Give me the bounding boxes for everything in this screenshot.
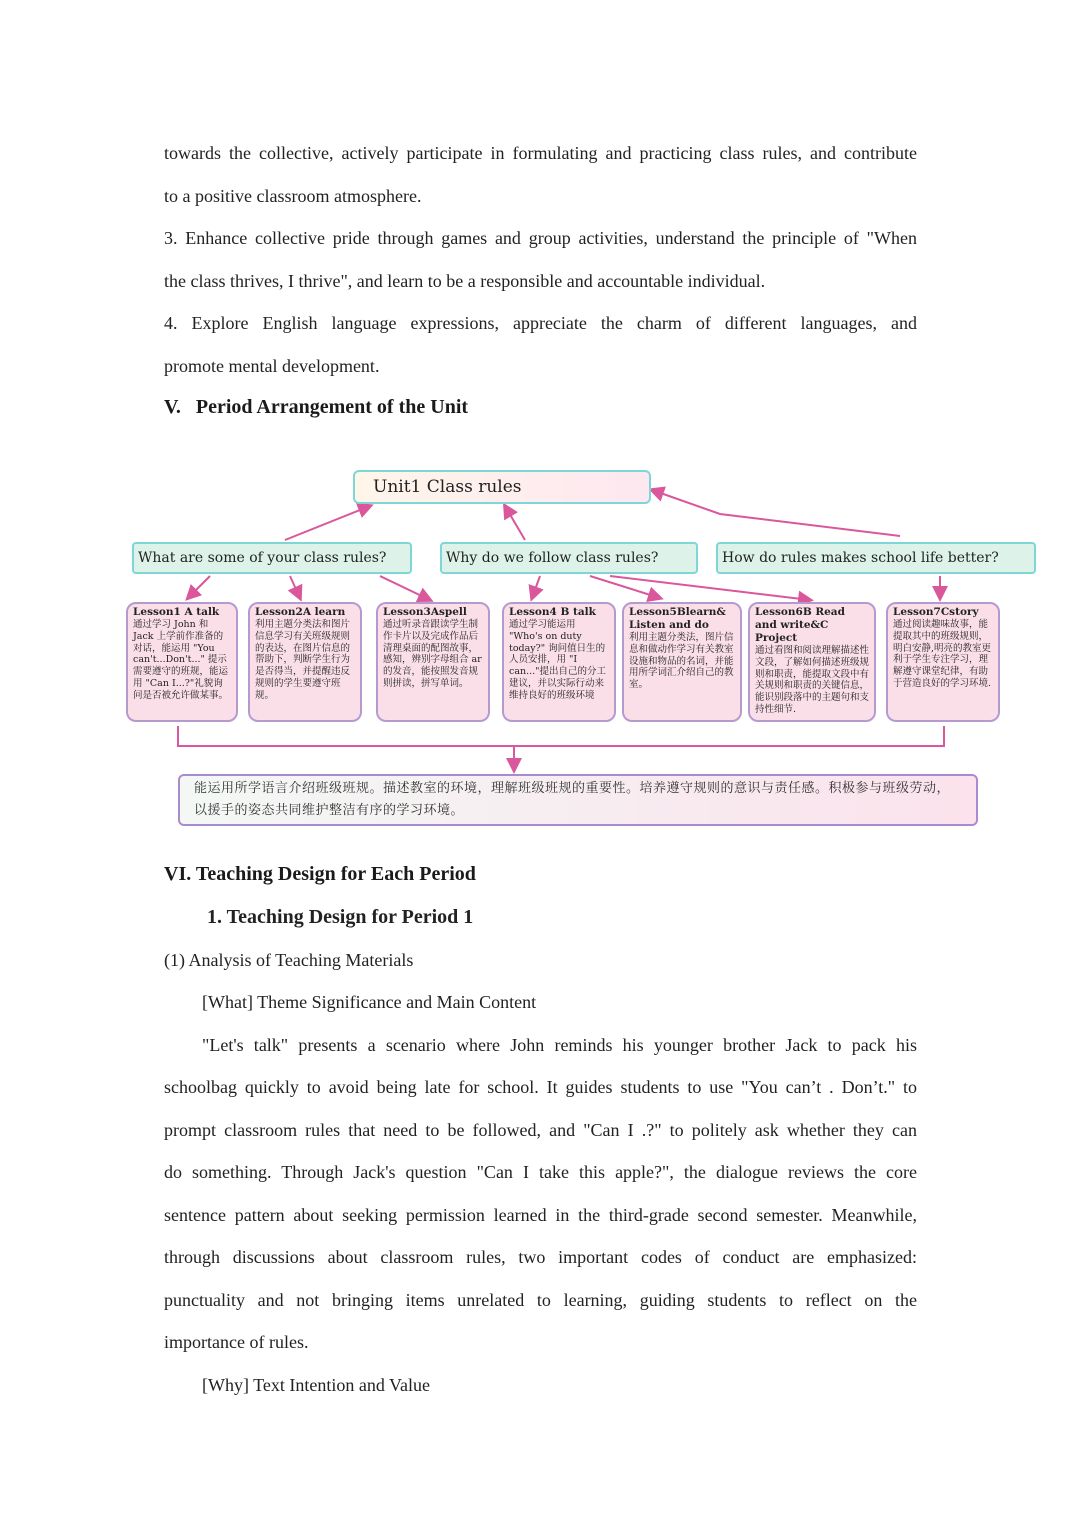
lesson-text: 通过阅读趣味故事，能提取其中的班级规则，明白安静,明亮的教室更利于学生专注学习，理解遵守课堂纪律，有助于营造良好的学习环境. <box>893 619 992 689</box>
analysis-heading: (1) Analysis of Teaching Materials <box>164 950 414 970</box>
paragraph-line: "Let's talk" presents a scenario where John reminds his younger brother Jack to pack his <box>202 1035 917 1055</box>
why-heading: [Why] Text Intention and Value <box>202 1375 431 1395</box>
paragraph-line: 4. Explore English language expressions, appreciate the charm of different languages, and <box>164 313 917 333</box>
lesson-text: 利用主题分类法，图片信息和做动作学习有关教室设施和物品的名词，并能用所学词汇介绍自己的教室。 <box>629 632 734 691</box>
lesson-text: 通过学习能运用 "Who's on duty today?" 询问值日生的人员安排，用 "I can..."提出自己的分工建议，并以实际行动来维持良好的班级环境 <box>509 619 607 701</box>
lesson-text: 通过看图和阅读理解描述性文段，了解如何描述班级规则和职责，能提取文段中有关规则和职责的关键信息，能识别段落中的主题句和支持性细节. <box>755 645 870 715</box>
paragraph-line: to a positive classroom atmosphere. <box>164 186 422 206</box>
subsection-heading-period-1: 1. Teaching Design for Period 1 <box>207 906 474 928</box>
lesson-box-3 <box>376 602 490 722</box>
paragraph-line: promote mental development. <box>164 356 380 376</box>
question-box-2: Why do we follow class rules? <box>440 542 698 574</box>
unit-title-box: Unit1 Class rules <box>353 470 651 504</box>
lesson-title: Lesson4 B talk <box>509 606 596 618</box>
paragraph-line: prompt classroom rules that need to be followed, and "Can I .?" to politely ask whether they can <box>164 1120 917 1140</box>
paragraph-line: schoolbag quickly to avoid being late for school. It guides students to use "You can’t . Don’t." to <box>164 1077 917 1097</box>
paragraph-line: sentence pattern about seeking permission learned in the third-grade second semester. Meanwhile, <box>164 1205 917 1225</box>
lesson-title: Lesson1 A talk <box>133 606 220 618</box>
lesson-box-6 <box>748 602 876 722</box>
paragraph-line: importance of rules. <box>164 1332 309 1352</box>
lesson-title: Lesson6B Read and write&C Project <box>755 606 845 644</box>
paragraph-line: towards the collective, actively participate in formulating and practicing class rules, and contribute <box>164 143 917 163</box>
question-box-1: What are some of your class rules? <box>132 542 412 574</box>
what-heading: [What] Theme Significance and Main Content <box>202 992 537 1012</box>
paragraph-line: punctuality and not bringing items unrelated to learning, guiding students to reflect on the <box>164 1290 917 1310</box>
unit-period-diagram <box>120 462 1045 832</box>
lesson-title: Lesson5Blearn& Listen and do <box>629 606 726 631</box>
section-heading-period-arrangement: V. Period Arrangement of the Unit <box>164 396 469 418</box>
section-heading-teaching-design: VI. Teaching Design for Each Period <box>164 863 476 885</box>
unit-goal-box: 能运用所学语言介绍班级班规。描述教室的环境，理解班级班规的重要性。培养遵守规则的意识与责任感。积极参与班级劳动，以援手的姿态共同维护整洁有序的学习环境。 <box>178 774 978 826</box>
lesson-text: 通过听录音跟读学生制作卡片以及完成作品后清理桌面的配图故事，感知，辨别字母组合 ar 的发音，能按照发音规则拼读，拼写单词。 <box>383 619 482 689</box>
lesson-title: Lesson7Cstory <box>893 606 979 618</box>
lesson-title: Lesson3Aspell <box>383 606 467 618</box>
paragraph-line: 3. Enhance collective pride through games and group activities, understand the principle of "When <box>164 228 917 248</box>
lesson-text: 通过学习 John 和 Jack 上学前作准备的对话，能运用 "You can't...Don't..." 提示需要遵守的班规，能运用 "Can I...?"礼貌询问是否被允许做某事。 <box>133 619 229 701</box>
lesson-box-2 <box>248 602 362 722</box>
lesson-box-4 <box>502 602 616 722</box>
question-box-3: How do rules makes school life better? <box>716 542 1036 574</box>
lesson-text: 利用主题分类法和图片信息学习有关班级规则的表达，在图片信息的帮助下，判断学生行为是否得当，并提醒违反规则的学生要遵守班规。 <box>255 619 351 701</box>
lesson-box-5 <box>622 602 742 722</box>
paragraph-line: the class thrives, I thrive", and learn to be a responsible and accountable individual. <box>164 271 766 291</box>
lesson-title: Lesson2A learn <box>255 606 346 618</box>
paragraph-line: through discussions about classroom rules, two important codes of conduct are emphasized: <box>164 1247 917 1267</box>
paragraph-line: do something. Through Jack's question "Can I take this apple?", the dialogue reviews the core <box>164 1162 917 1182</box>
lesson-box-1 <box>126 602 238 722</box>
lesson-box-7 <box>886 602 1000 722</box>
